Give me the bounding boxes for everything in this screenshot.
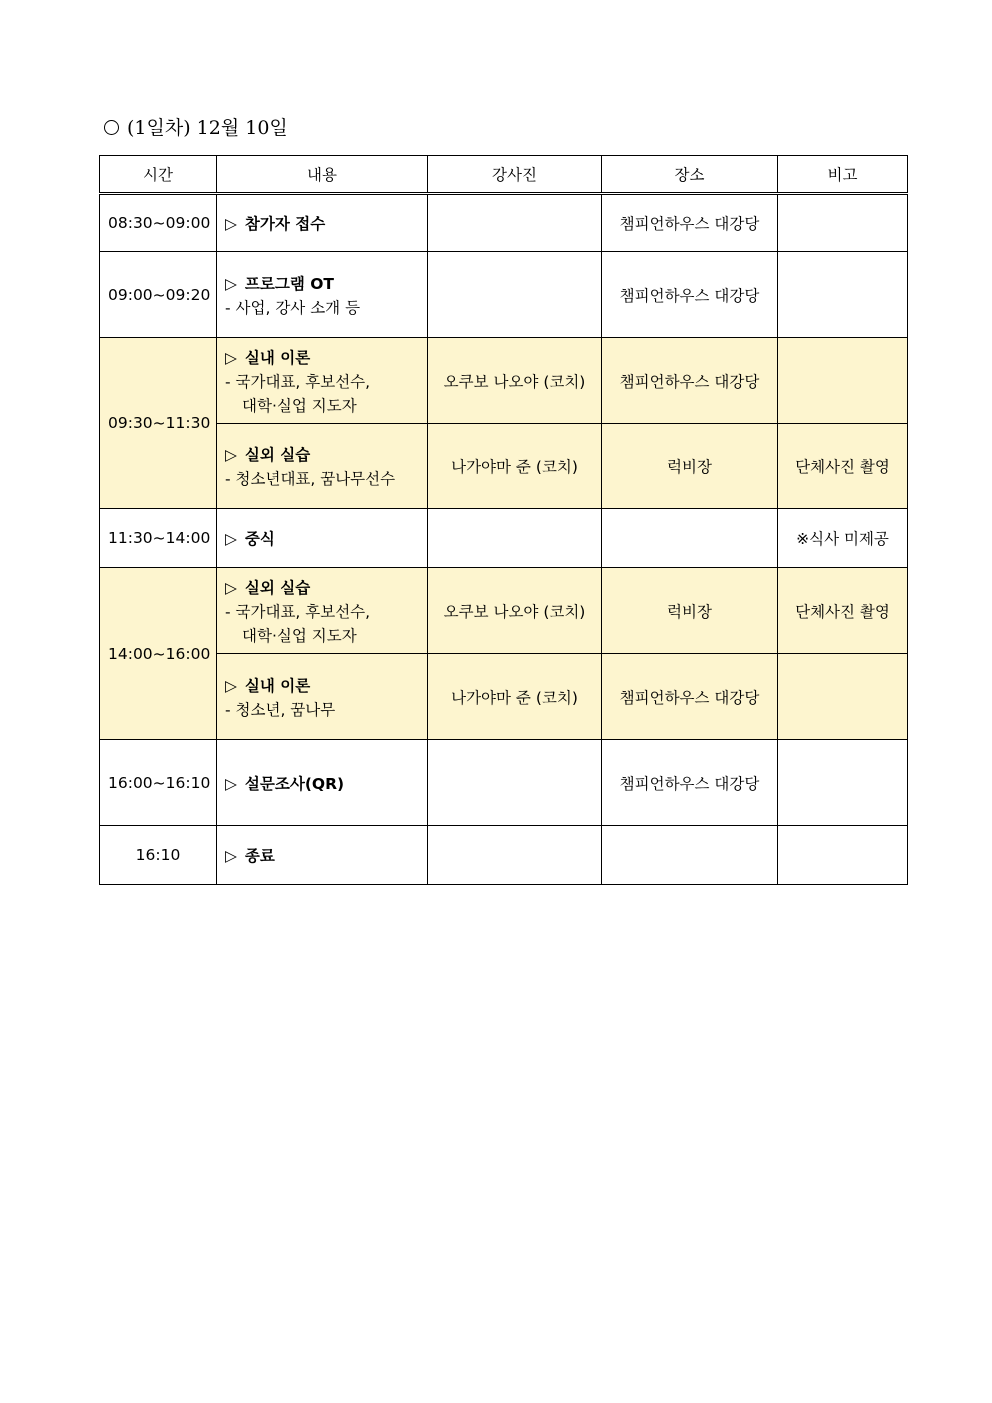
table-row bbox=[100, 740, 908, 826]
circle-bullet-icon bbox=[104, 120, 119, 135]
content-cell bbox=[217, 740, 428, 826]
instructor-cell bbox=[428, 194, 602, 252]
header-note: 비고 bbox=[778, 156, 908, 194]
content-cell bbox=[217, 194, 428, 252]
content-subtitle: - 청소년, 꿈나무 bbox=[225, 700, 336, 719]
note-cell bbox=[778, 826, 908, 885]
place-cell bbox=[602, 509, 778, 568]
place-cell: 럭비장 bbox=[602, 424, 778, 509]
table-row bbox=[100, 509, 908, 568]
content-title: 참가자 접수 bbox=[244, 215, 326, 233]
content-title: 프로그램 OT bbox=[244, 274, 334, 293]
content-subtitle-continued: 대학·실업 지도자 bbox=[242, 396, 357, 415]
instructor-cell: 나가야마 준 (코치) bbox=[428, 424, 602, 509]
triangle-bullet-icon: ▷ bbox=[225, 578, 237, 597]
content-title: 설문조사(QR) bbox=[244, 774, 345, 793]
triangle-bullet-icon: ▷ bbox=[225, 774, 237, 793]
header-place: 장소 bbox=[602, 156, 778, 194]
note-cell: 단체사진 촬영 bbox=[778, 568, 908, 654]
instructor-cell bbox=[428, 509, 602, 568]
triangle-bullet-icon: ▷ bbox=[225, 676, 237, 695]
triangle-bullet-icon: ▷ bbox=[225, 847, 237, 865]
header-content: 내용 bbox=[217, 156, 428, 194]
header-instructor: 강사진 bbox=[428, 156, 602, 194]
triangle-bullet-icon: ▷ bbox=[225, 348, 237, 367]
note-cell bbox=[778, 252, 908, 338]
content-cell bbox=[217, 252, 428, 338]
schedule-title-text: (1일차) 12월 10일 bbox=[127, 117, 288, 139]
instructor-cell bbox=[428, 826, 602, 885]
content-cell bbox=[217, 509, 428, 568]
time-cell: 08:30~09:00 bbox=[100, 194, 217, 252]
table-row bbox=[100, 826, 908, 885]
content-cell bbox=[217, 568, 428, 654]
time-cell: 09:30~11:30 bbox=[100, 338, 217, 509]
instructor-cell bbox=[428, 740, 602, 826]
time-cell: 14:00~16:00 bbox=[100, 568, 217, 740]
time-cell: 16:10 bbox=[100, 826, 217, 885]
place-cell: 챔피언하우스 대강당 bbox=[602, 194, 778, 252]
content-title: 실내 이론 bbox=[244, 676, 311, 695]
note-cell bbox=[778, 654, 908, 740]
content-title: 중식 bbox=[244, 530, 275, 548]
content-subtitle-continued: 대학·실업 지도자 bbox=[242, 626, 357, 645]
content-subtitle: - 청소년대표, 꿈나무선수 bbox=[225, 470, 396, 488]
place-cell: 챔피언하우스 대강당 bbox=[602, 740, 778, 826]
place-cell: 럭비장 bbox=[602, 568, 778, 654]
instructor-cell: 오쿠보 나오야 (코치) bbox=[428, 568, 602, 654]
content-cell bbox=[217, 654, 428, 740]
triangle-bullet-icon: ▷ bbox=[225, 274, 237, 293]
table-row bbox=[100, 338, 908, 424]
note-cell bbox=[778, 740, 908, 826]
content-subtitle: - 국가대표, 후보선수, bbox=[225, 602, 371, 621]
schedule-title bbox=[104, 114, 288, 142]
table-row bbox=[100, 424, 908, 509]
instructor-cell: 오쿠보 나오야 (코치) bbox=[428, 338, 602, 424]
note-cell: ※식사 미제공 bbox=[778, 509, 908, 568]
triangle-bullet-icon: ▷ bbox=[225, 215, 237, 233]
content-title: 실내 이론 bbox=[244, 348, 311, 367]
time-cell: 11:30~14:00 bbox=[100, 509, 217, 568]
content-cell bbox=[217, 424, 428, 509]
triangle-bullet-icon: ▷ bbox=[225, 446, 237, 464]
place-cell bbox=[602, 826, 778, 885]
time-cell: 16:00~16:10 bbox=[100, 740, 217, 826]
schedule-table bbox=[99, 155, 908, 885]
content-subtitle: - 사업, 강사 소개 등 bbox=[225, 298, 361, 317]
place-cell: 챔피언하우스 대강당 bbox=[602, 338, 778, 424]
instructor-cell: 나가야마 준 (코치) bbox=[428, 654, 602, 740]
table-row bbox=[100, 654, 908, 740]
time-cell: 09:00~09:20 bbox=[100, 252, 217, 338]
table-row bbox=[100, 194, 908, 252]
table-row bbox=[100, 252, 908, 338]
content-title: 종료 bbox=[244, 847, 275, 865]
content-cell bbox=[217, 826, 428, 885]
table-header-row bbox=[100, 156, 908, 194]
instructor-cell bbox=[428, 252, 602, 338]
header-time: 시간 bbox=[100, 156, 217, 194]
note-cell: 단체사진 촬영 bbox=[778, 424, 908, 509]
triangle-bullet-icon: ▷ bbox=[225, 530, 237, 548]
content-cell bbox=[217, 338, 428, 424]
note-cell bbox=[778, 338, 908, 424]
place-cell: 챔피언하우스 대강당 bbox=[602, 252, 778, 338]
place-cell: 챔피언하우스 대강당 bbox=[602, 654, 778, 740]
content-title: 실외 실습 bbox=[244, 446, 311, 464]
note-cell bbox=[778, 194, 908, 252]
content-title: 실외 실습 bbox=[244, 578, 311, 597]
table-row bbox=[100, 568, 908, 654]
content-subtitle: - 국가대표, 후보선수, bbox=[225, 372, 371, 391]
